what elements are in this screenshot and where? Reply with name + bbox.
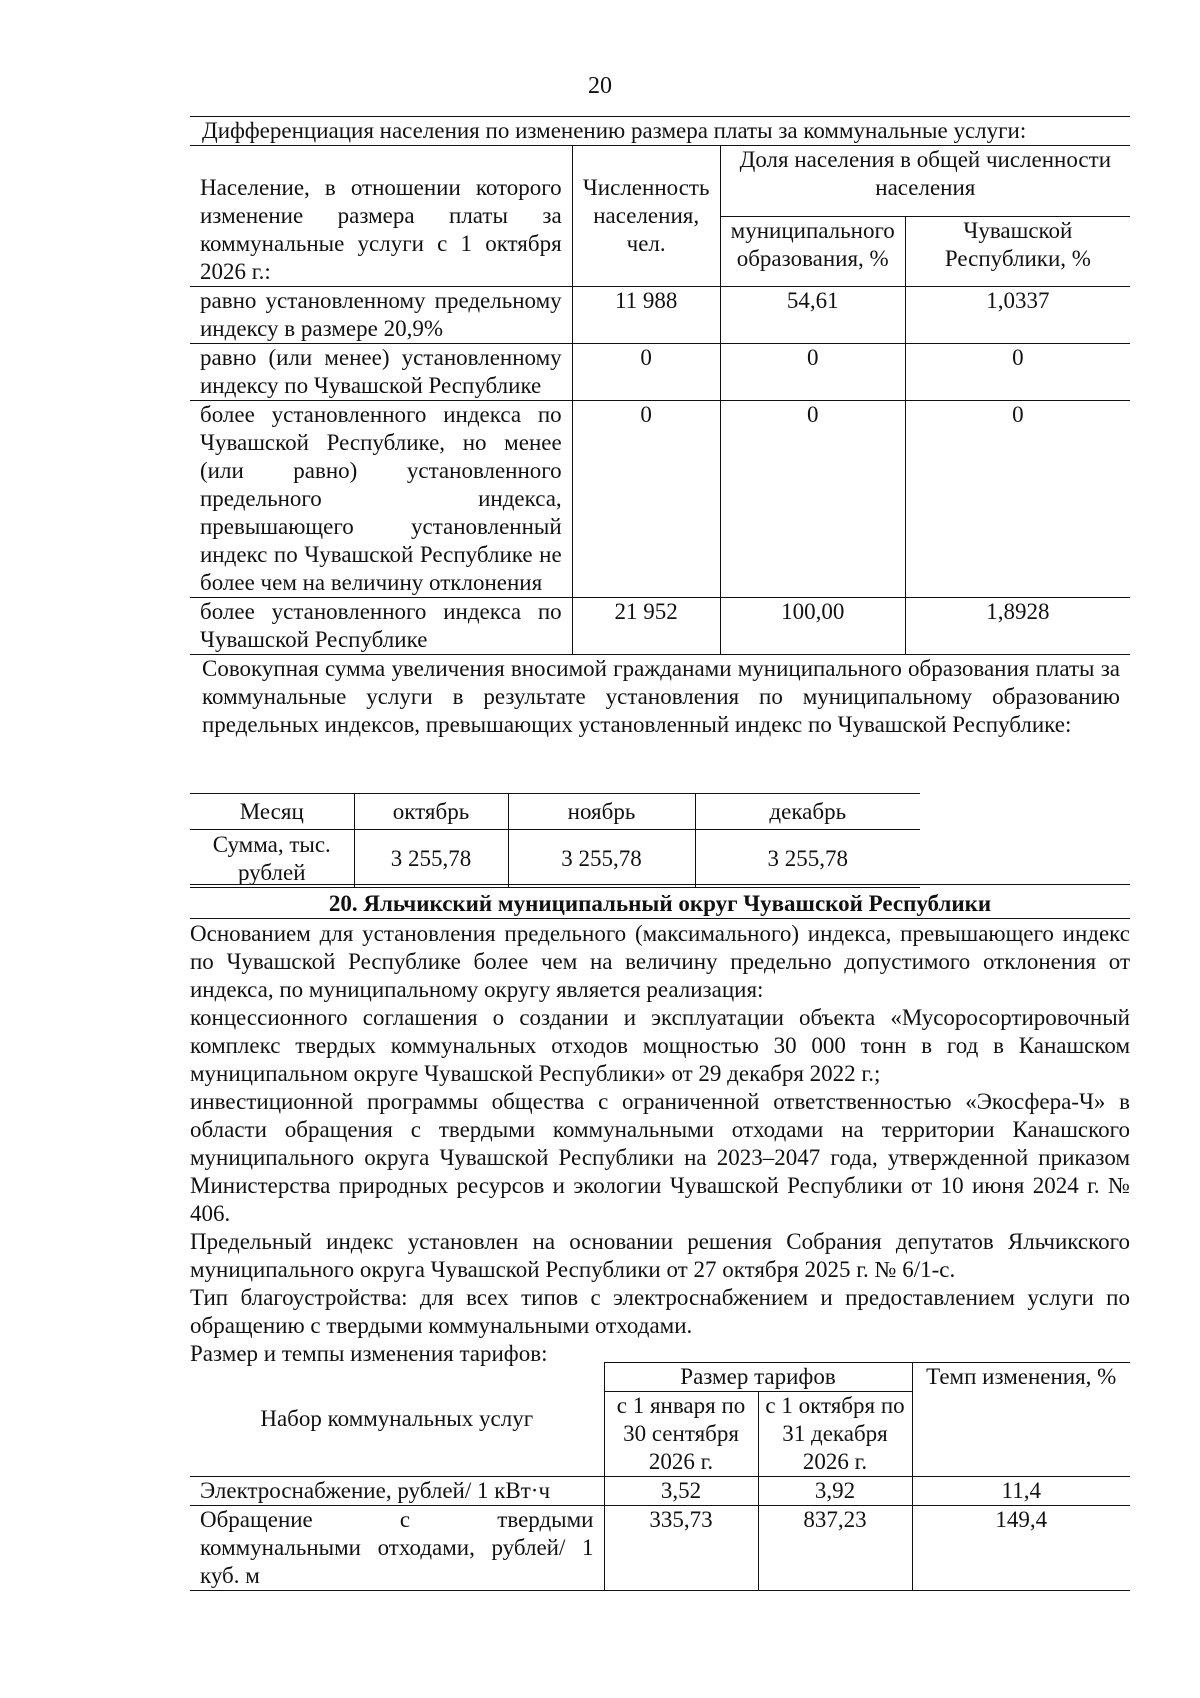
section-paragraph: Размер и темпы изменения тарифов: [190, 1341, 548, 1366]
section-paragraph: концессионного соглашения о создании и эксплуатации объекта «Мусоросортировочный комплекс твердых коммунальных отходов мощностью 30 000 тонн в год в Канашском муниципальном округе Чувашской Республики» от 29 декабря 2022 г.; [190, 1005, 1130, 1086]
sum-row-label: Сумма, тыс. рублей [190, 830, 354, 888]
header-population: Население, в отношении которого изменение размера платы за коммунальные услуги с 1 октября 2026 г.: [190, 146, 572, 287]
row-label: более установленного индекса по Чувашской Республике, но менее (или равно) установленного предельного индекса, превышающего установленный индекс по Чувашской Республике не более чем на величину отклонения [190, 401, 572, 598]
page-number: 20 [588, 73, 612, 99]
service-name: Электроснабжение, рублей/ 1 кВт·ч [190, 1477, 604, 1506]
tariffs-table [190, 1362, 1130, 1591]
sum-value: 3 255,78 [354, 830, 508, 888]
table-row [190, 1477, 1130, 1506]
tariff-rate: 149,4 [912, 1506, 1130, 1591]
row-label: более установленного индекса по Чувашской Республике [190, 598, 572, 655]
header-share-municipal: муниципального образования, % [720, 216, 905, 287]
table-row [190, 598, 1130, 655]
sum-value: 3 255,78 [508, 830, 695, 888]
header-rate: Темп изменения, % [912, 1363, 1130, 1477]
row-republic: 0 [905, 401, 1130, 598]
monthly-sum-table [190, 793, 920, 888]
row-municipal: 100,00 [720, 598, 905, 655]
row-count: 21 952 [572, 598, 720, 655]
row-count: 11 988 [572, 287, 720, 344]
month-name: ноябрь [508, 794, 695, 830]
table-row [190, 1506, 1130, 1591]
table-row [190, 287, 1130, 344]
population-differentiation-table [190, 145, 1130, 739]
section-paragraph: Тип благоустройства: для всех типов с электроснабжением и предоставлением услуги по обращению с твердыми коммунальными отходами. [190, 1285, 1130, 1338]
sum-value: 3 255,78 [695, 830, 920, 888]
header-period1: с 1 января по 30 сентября 2026 г. [604, 1392, 758, 1477]
tariffs-block [190, 1362, 1130, 1591]
row-municipal: 54,61 [720, 287, 905, 344]
month-name: декабрь [695, 794, 920, 830]
tariff-period2: 837,23 [758, 1506, 912, 1591]
section-title: 20. Яльчикский муниципальный округ Чувашской Республики [328, 891, 992, 916]
header-period2: с 1 октября по 31 декабря 2026 г. [758, 1392, 912, 1477]
section-paragraph: Основанием для установления предельного (максимального) индекса, превышающего индекс по Чувашской Республике более чем на величину предельно допустимого отклонения от индекса, по муниципальному округу является реализация: [190, 921, 1130, 1002]
row-label: равно (или менее) установленному индексу по Чувашской Республике [190, 344, 572, 401]
row-republic: 1,8928 [905, 598, 1130, 655]
row-count: 0 [572, 344, 720, 401]
row-label: равно установленному предельному индексу в размере 20,9% [190, 287, 572, 344]
table-row [190, 401, 1130, 598]
row-municipal: 0 [720, 401, 905, 598]
row-republic: 0 [905, 344, 1130, 401]
monthly-sum-block [190, 793, 920, 888]
divider [190, 884, 1130, 885]
section-paragraph: Предельный индекс установлен на основании решения Собрания депутатов Яльчикского муниципального округа Чувашской Республики от 27 октября 2025 г. № 6/1-с. [190, 1229, 1130, 1282]
header-count: Численность населения, чел. [572, 146, 720, 287]
month-name: октябрь [354, 794, 508, 830]
table1-caption: Дифференциация населения по изменению размера платы за коммунальные услуги: [190, 116, 1130, 145]
header-share-republic: Чувашской Республики, % [905, 216, 1130, 287]
population-differentiation-block [190, 116, 1130, 739]
header-services: Набор коммунальных услуг [190, 1363, 604, 1477]
month-header-label: Месяц [190, 794, 354, 830]
section-paragraph: инвестиционной программы общества с ограниченной ответственностью «Экосфера-Ч» в области обращения с твердыми коммунальными отходами на территории Канашского муниципального округа Чувашской Республики на 2023–2047 года, утвержденной приказом Министерства природных ресурсов и экологии Чувашской Республики от 10 июня 2024 г. № 406. [190, 1089, 1130, 1226]
service-name: Обращение с твердыми коммунальными отходами, рублей/ 1 куб. м [190, 1506, 604, 1591]
header-tariff-group: Размер тарифов [604, 1363, 912, 1392]
tariff-period2: 3,92 [758, 1477, 912, 1506]
header-share-group: Доля населения в общей численности населения [720, 146, 1130, 217]
divider [190, 918, 1130, 919]
tariff-period1: 335,73 [604, 1506, 758, 1591]
table1-footer: Совокупная сумма увеличения вносимой гражданами муниципального образования платы за коммунальные услуги в результате установления по муниципальному образованию предельных индексов, превышающих установленный индекс по Чувашской Республике: [190, 655, 1130, 740]
tariff-rate: 11,4 [912, 1477, 1130, 1506]
section-body [190, 920, 1130, 1368]
row-municipal: 0 [720, 344, 905, 401]
row-count: 0 [572, 401, 720, 598]
row-republic: 1,0337 [905, 287, 1130, 344]
table-row [190, 344, 1130, 401]
tariff-period1: 3,52 [604, 1477, 758, 1506]
